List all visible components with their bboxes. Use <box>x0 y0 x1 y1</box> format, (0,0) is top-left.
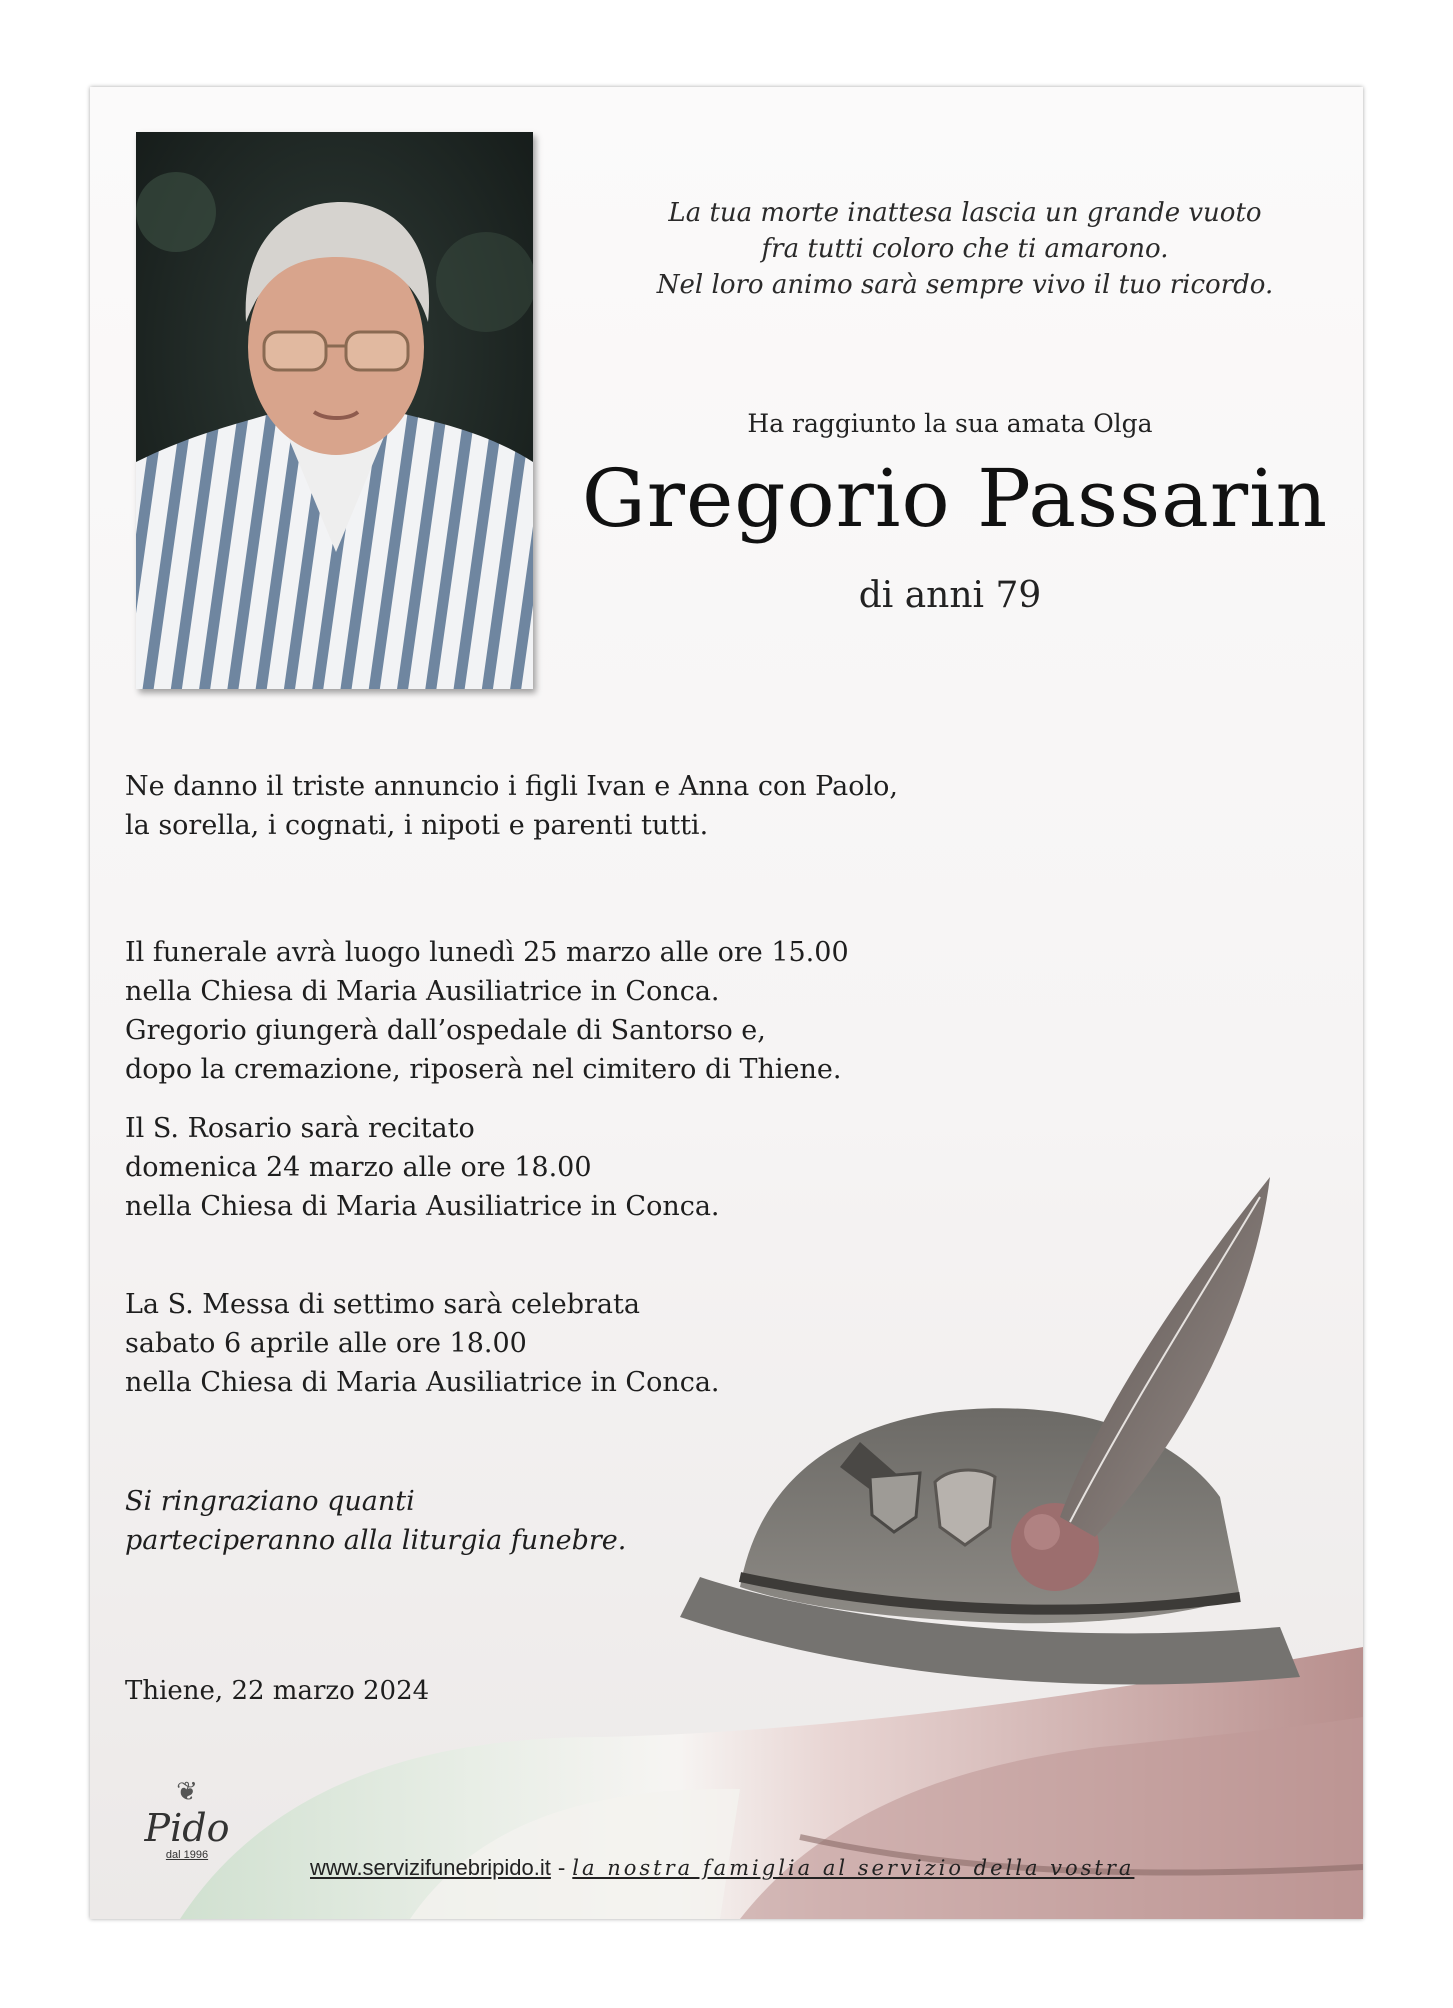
thanks-line: parteciperanno alla liturgia funebre. <box>125 1525 627 1556</box>
announcement-paragraph <box>125 767 1025 845</box>
funeral-home-logo <box>132 1777 242 1887</box>
quote-line: La tua morte inattesa lascia un grande vuoto <box>668 198 1262 228</box>
announcement-line: la sorella, i cognati, i nipoti e parenti tutti. <box>125 810 709 841</box>
rosary-line: domenica 24 marzo alle ore 18.00 <box>125 1152 592 1183</box>
funeral-line: Il funerale avrà luogo lunedì 25 marzo alle ore 15.00 <box>125 937 849 968</box>
funeral-line: nella Chiesa di Maria Ausiliatrice in Conca. <box>125 976 720 1007</box>
thanks-paragraph <box>125 1482 1025 1560</box>
mass-paragraph <box>125 1285 1025 1402</box>
quote-line: Nel loro animo sarà sempre vivo il tuo ricordo. <box>656 270 1274 300</box>
announcement-line: Ne danno il triste annuncio i figli Ivan e Anna con Paolo, <box>125 771 898 802</box>
rosary-line: nella Chiesa di Maria Ausiliatrice in Conca. <box>125 1191 720 1222</box>
logo-name: Pido <box>144 1806 230 1850</box>
mass-line: La S. Messa di settimo sarà celebrata <box>125 1289 640 1320</box>
funeral-paragraph <box>125 933 1025 1089</box>
place-date: Thiene, 22 marzo 2024 <box>125 1676 430 1706</box>
mass-line: nella Chiesa di Maria Ausiliatrice in Conca. <box>125 1367 720 1398</box>
portrait-photo <box>136 132 533 689</box>
quote-line: fra tutti coloro che ti amarono. <box>761 234 1169 264</box>
thanks-line: Si ringraziano quanti <box>125 1486 415 1517</box>
footer-separator: - <box>550 1856 573 1881</box>
rosary-paragraph <box>125 1109 1025 1226</box>
logo-since: dal 1996 <box>165 1849 209 1861</box>
memorial-quote <box>610 195 1320 303</box>
footer-motto: la nostra famiglia al servizio della vostra <box>572 1856 1135 1880</box>
footer <box>310 1855 1350 1881</box>
laurel-icon: ❦ <box>176 1777 198 1807</box>
deceased-name: Gregorio Passarin <box>581 452 1329 545</box>
intro-line: Ha raggiunto la sua amata Olga <box>747 409 1153 438</box>
funeral-line: dopo la cremazione, riposerà nel cimitero di Thiene. <box>125 1054 842 1085</box>
mass-line: sabato 6 aprile alle ore 18.00 <box>125 1328 527 1359</box>
website-link[interactable]: www.servizifunebripido.it <box>310 1855 551 1880</box>
funeral-line: Gregorio giungerà dall’ospedale di Santorso e, <box>125 1015 766 1046</box>
obituary-sheet <box>90 87 1363 1919</box>
deceased-age: di anni 79 <box>858 575 1042 616</box>
rosary-line: Il S. Rosario sarà recitato <box>125 1113 475 1144</box>
